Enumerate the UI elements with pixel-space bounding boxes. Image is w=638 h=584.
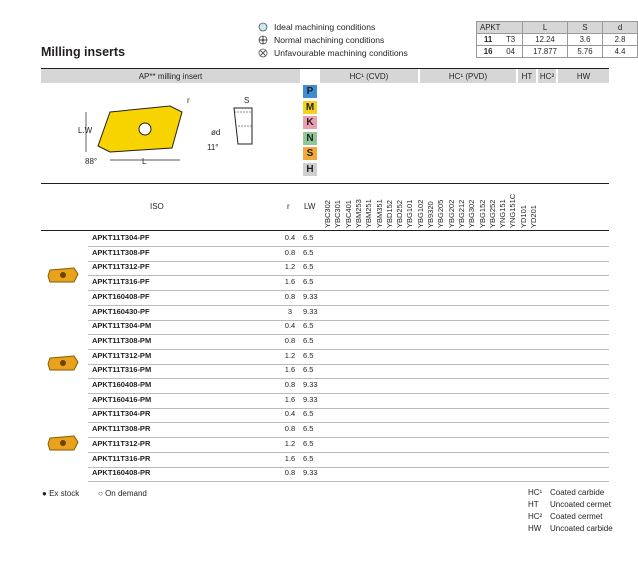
iso-header: ISO: [150, 202, 164, 211]
iso-label: APKT11T308-PM: [92, 335, 152, 345]
label-lw: L.W: [78, 126, 93, 135]
grade-header: YD101: [518, 205, 528, 228]
label-d: ød: [211, 128, 221, 137]
radius-value: 1.6: [284, 453, 296, 463]
grade-rule: [41, 230, 609, 231]
radius-value: 1.2: [284, 350, 296, 360]
lw-header: LW: [304, 202, 316, 211]
row-rule: [88, 408, 609, 409]
radius-value: 1.2: [284, 262, 296, 272]
grade-header: YBG212: [456, 199, 466, 228]
grade-header: YBD152: [384, 200, 394, 228]
insert-icon-pf: [46, 266, 80, 284]
grade-header: YBG102: [415, 199, 425, 228]
grade-header: YBG101: [405, 199, 415, 228]
group-hc-cvd: HC¹ (CVD): [320, 69, 418, 83]
radius-value: 0.8: [284, 424, 296, 434]
radius-value: 1.2: [284, 438, 296, 448]
normal-icon: [258, 35, 268, 45]
radius-value: 0.8: [284, 380, 296, 389]
iso-label: APKT160408-PM: [92, 380, 152, 389]
row-rule: [88, 261, 609, 262]
grade-header: YBD252: [395, 200, 405, 228]
label-l: L: [142, 157, 147, 166]
legend-normal: Normal machining conditions: [258, 35, 384, 45]
row-rule: [88, 452, 609, 453]
material-s: S: [303, 147, 317, 160]
abbrev-3: HC² Coated cermet: [528, 512, 603, 521]
header-rule: [41, 183, 609, 184]
iso-label: APKT11T304-PF: [92, 233, 150, 242]
material-n: N: [303, 132, 317, 145]
group-hc-pvd: HC¹ (PVD): [420, 69, 516, 83]
lw-value: 6.5: [303, 262, 314, 272]
grade-header: YBM351: [374, 199, 384, 228]
grade-header: YBG252: [487, 199, 497, 228]
grade-header: YBG202: [446, 199, 456, 228]
insert-icon-pm: [46, 354, 80, 372]
radius-value: 0.4: [284, 233, 296, 242]
radius-value: 3: [287, 306, 293, 316]
group-hw: HW: [558, 69, 609, 83]
material-m: M: [303, 101, 317, 114]
page-title: Milling inserts: [41, 45, 126, 59]
iso-label: APKT11T312-PR: [92, 438, 151, 448]
lw-value: 6.5: [303, 438, 314, 448]
radius-value: 0.8: [284, 247, 296, 257]
legend-unfavourable: Unfavourable machining conditions: [258, 48, 408, 58]
lw-value: 9.33: [303, 394, 318, 404]
legend-ideal: Ideal machining conditions: [258, 22, 375, 32]
radius-value: 1.6: [284, 365, 296, 375]
grade-header: YBG205: [436, 199, 446, 228]
iso-label: APKT11T316-PF: [92, 277, 150, 287]
label-11: 11°: [207, 143, 219, 152]
lw-value: 6.5: [303, 277, 314, 287]
iso-label: APKT11T316-PM: [92, 365, 152, 375]
on-demand-note: ○ On demand: [98, 489, 147, 498]
group-ht: HT: [518, 69, 536, 83]
grade-header: YBG152: [477, 199, 487, 228]
row-rule: [88, 481, 609, 482]
grade-header: YBC302: [323, 200, 332, 228]
row-rule: [88, 437, 609, 438]
abbrev-4: HW Uncoated carbide: [528, 524, 613, 533]
lw-value: 6.5: [303, 409, 314, 419]
row-rule: [88, 378, 609, 379]
row-rule: [88, 467, 609, 468]
radius-value: 0.8: [284, 335, 296, 345]
dimension-table: APKT L S d 11 T3 12.24 3.6 2.8 16 04 17.877 5.76 4.4: [476, 21, 638, 58]
grade-header: YBC401: [343, 200, 353, 228]
lw-value: 9.33: [303, 380, 318, 389]
unfavourable-icon: [258, 48, 268, 58]
lw-value: 6.5: [303, 233, 314, 242]
row-rule: [88, 275, 609, 276]
radius-value: 1.6: [284, 277, 296, 287]
lw-value: 6.5: [303, 453, 314, 463]
grade-header: YNG151C: [508, 193, 518, 228]
grade-header: YBM253: [353, 199, 363, 228]
row-rule: [88, 364, 609, 365]
radius-value: 0.8: [284, 468, 296, 478]
radius-value: 1.6: [284, 394, 296, 404]
lw-value: 6.5: [303, 365, 314, 375]
grade-header: YBM251: [364, 199, 374, 228]
lw-value: 6.5: [303, 424, 314, 434]
row-rule: [88, 320, 609, 321]
material-p: P: [303, 85, 317, 98]
row-rule: [88, 334, 609, 335]
lw-value: 6.5: [303, 335, 314, 345]
iso-label: APKT160430-PF: [92, 306, 150, 316]
iso-label: APKT11T312-PM: [92, 350, 152, 360]
label-88: 88°: [85, 157, 98, 166]
lw-value: 6.5: [303, 350, 314, 360]
iso-label: APKT160416-PM: [92, 394, 152, 404]
radius-value: 0.4: [284, 409, 296, 419]
grade-header: YB9320: [426, 201, 435, 228]
lw-value: 9.33: [303, 468, 318, 478]
iso-label: APKT11T308-PF: [92, 247, 150, 257]
grade-header: YBG302: [467, 199, 477, 228]
iso-label: APKT160408-PR: [92, 468, 151, 478]
grade-header: YD201: [529, 205, 538, 228]
insert-diagram: [70, 92, 290, 172]
row-rule: [88, 305, 609, 306]
material-h: H: [303, 163, 317, 176]
iso-label: APKT11T304-PR: [92, 409, 151, 419]
iso-label: APKT11T312-PF: [92, 262, 150, 272]
lw-value: 9.33: [303, 291, 318, 301]
row-rule: [88, 393, 609, 394]
iso-label: APKT160408-PF: [92, 291, 150, 301]
abbrev-1: HC¹ Coated carbide: [528, 488, 605, 497]
ideal-icon: [258, 22, 268, 32]
iso-label: APKT11T304-PM: [92, 321, 152, 331]
group-hc2: HC²: [538, 69, 556, 83]
abbrev-2: HT Uncoated cermet: [528, 500, 611, 509]
row-rule: [88, 246, 609, 247]
iso-label: APKT11T308-PR: [92, 424, 151, 434]
lw-value: 6.5: [303, 321, 314, 331]
row-rule: [88, 290, 609, 291]
lw-value: 6.5: [303, 247, 314, 257]
row-rule: [88, 349, 609, 350]
insert-icon-pr: [46, 434, 80, 452]
radius-value: 0.8: [284, 291, 296, 301]
radius-value: 0.4: [284, 321, 296, 331]
material-k: K: [303, 116, 317, 129]
r-header: r: [287, 202, 290, 211]
grade-header: YNG151: [498, 199, 508, 228]
row-rule: [88, 422, 609, 423]
ex-stock-note: ● Ex stock: [42, 489, 80, 498]
label-r: r: [187, 96, 190, 105]
grade-header: YBC301: [333, 200, 343, 228]
section-label: AP** milling insert: [41, 69, 300, 83]
lw-value: 9.33: [303, 306, 318, 316]
iso-label: APKT11T316-PR: [92, 453, 151, 463]
label-s: S: [244, 96, 250, 105]
